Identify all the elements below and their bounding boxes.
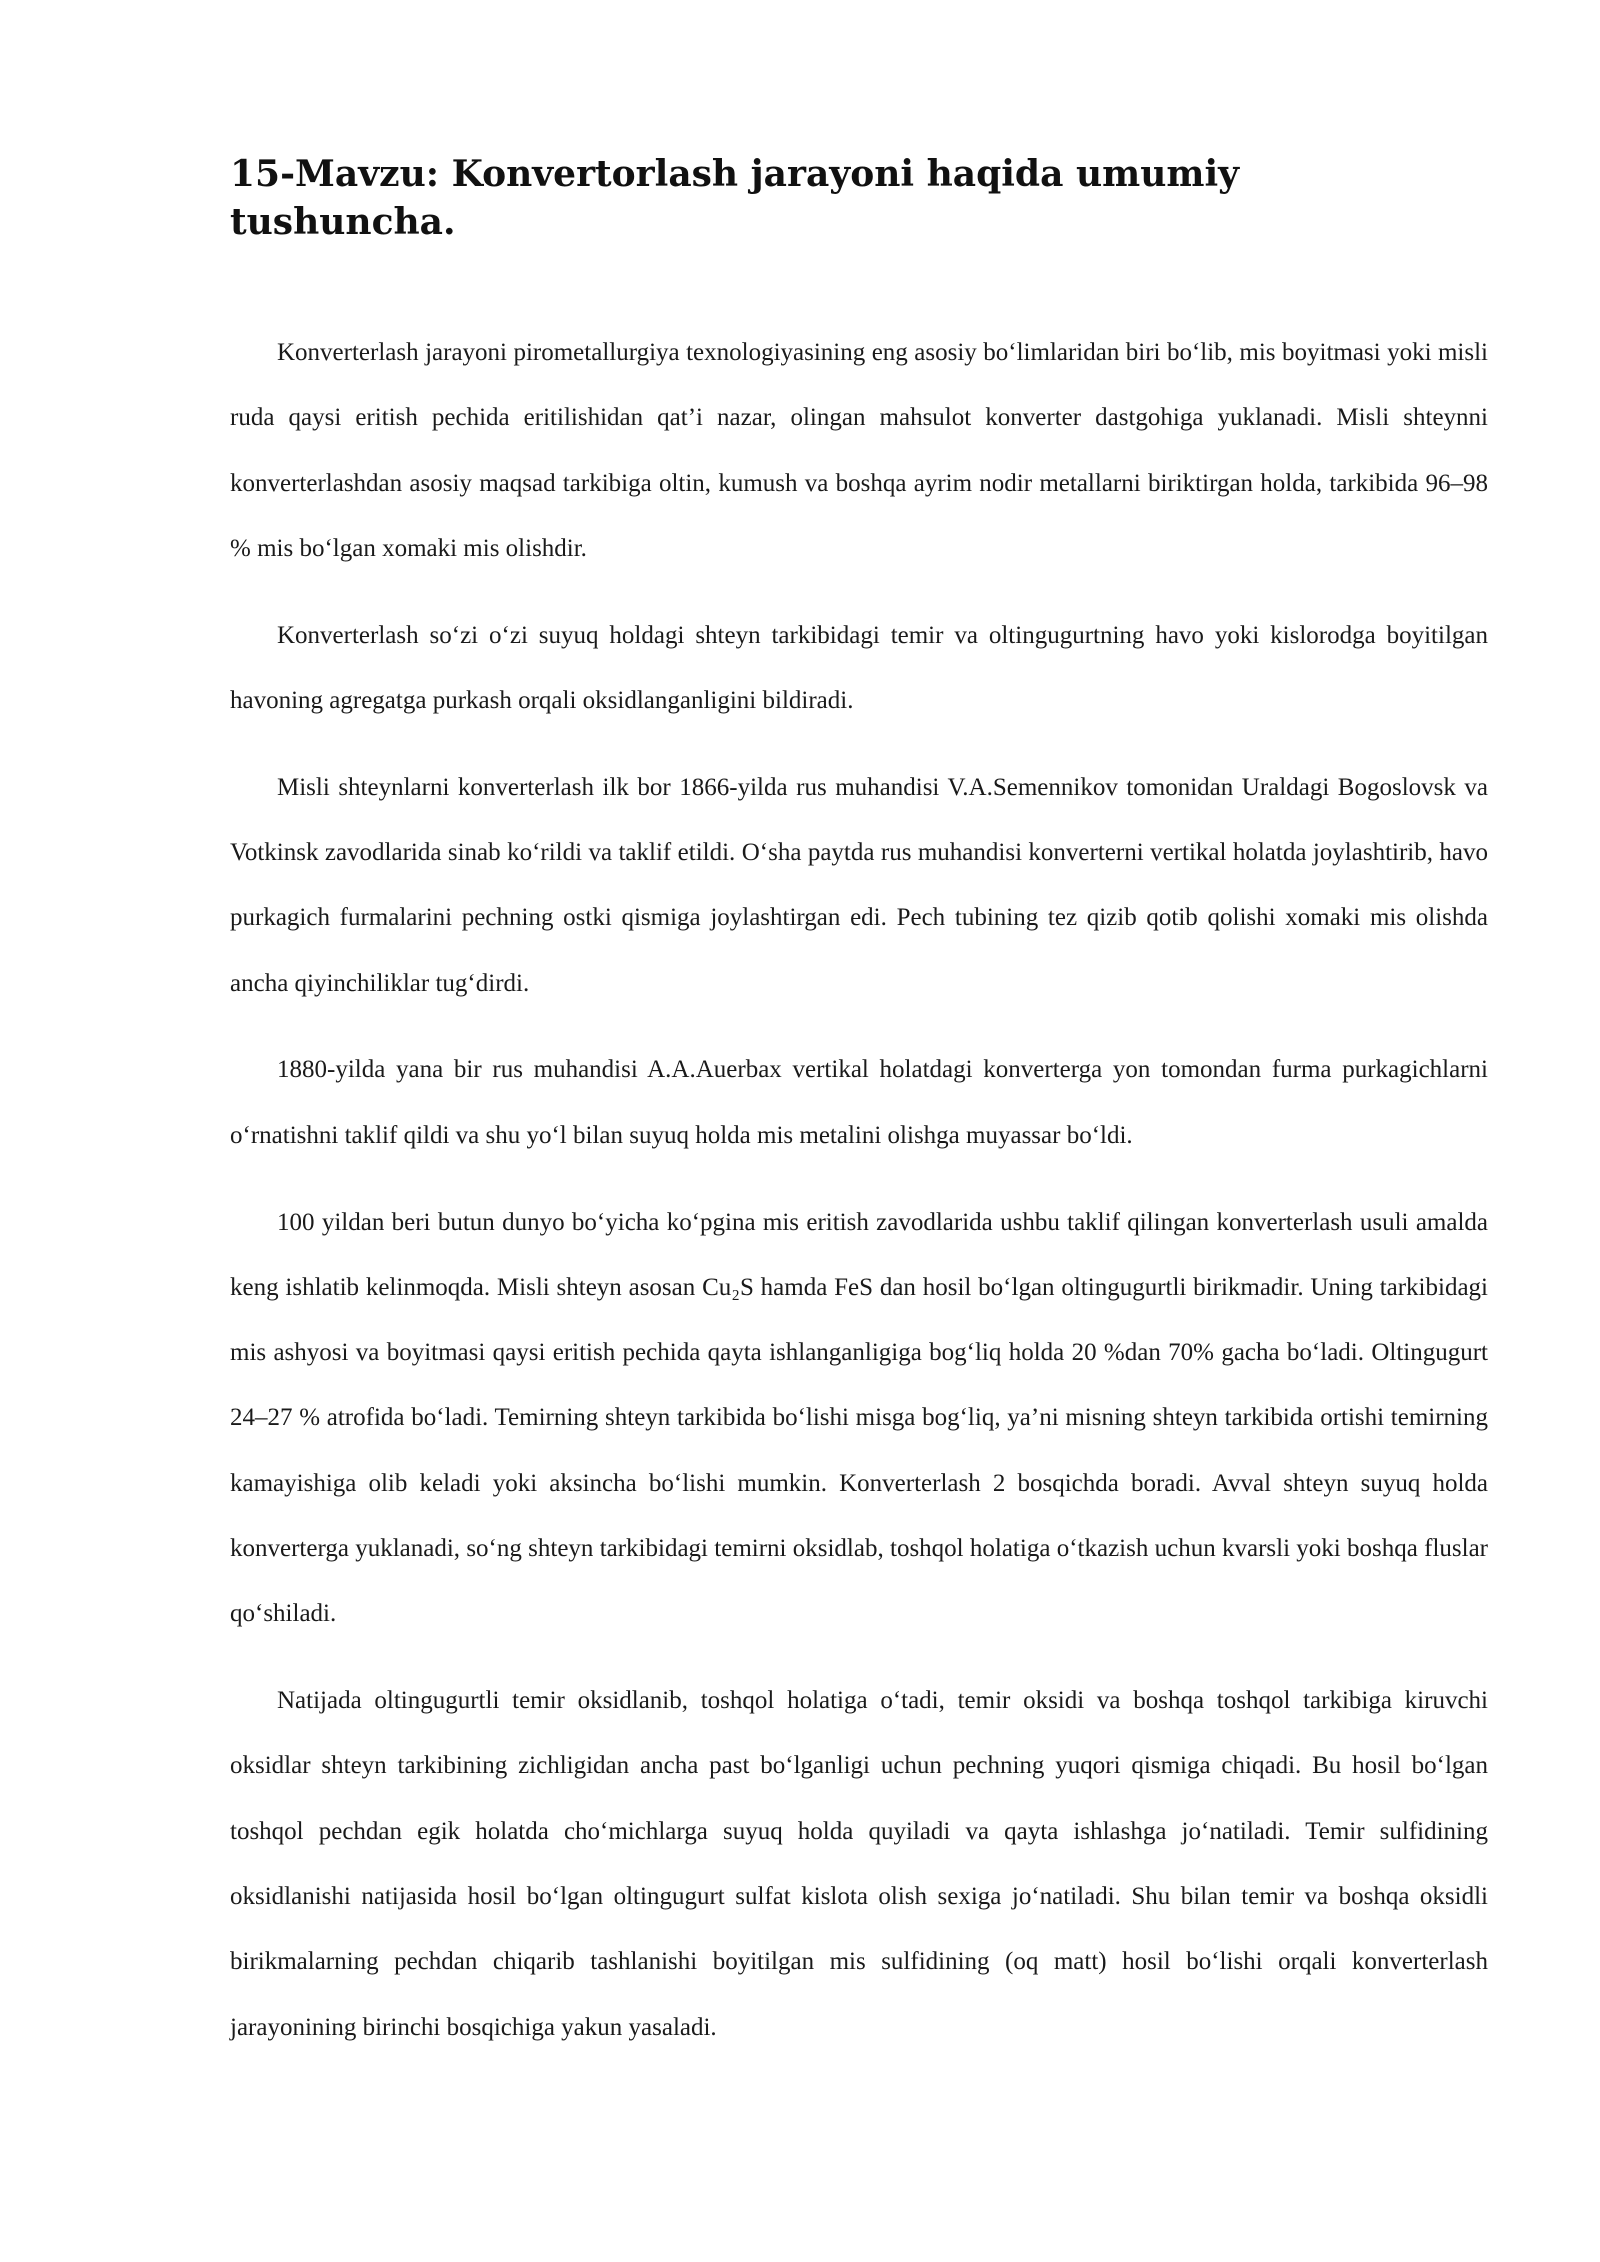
paragraph-5: 100 yildan beri butun dunyo bo‘yicha ko‘pgina mis eritish zavodlarida ushbu taklif qilingan konverterlash usuli amalda keng ishlatib kelinmoqda. Misli shteyn asosan Cu₂S hamda FeS dan hosil bo‘lgan oltingugurtli birikmadir. Uning tarkibidagi mis ashyosi va boyitmasi qaysi eritish pechida qayta ishlanganligiga bog‘liq holda 20 %dan 70% gacha bo‘ladi. Oltingugurt 24–27 % atrofida bo‘ladi. Temirning shteyn tarkibida bo‘lishi misga bog‘liq, ya’ni misning shteyn tarkibida ortishi temirning kamayishiga olib keladi yoki aksincha bo‘lishi mumkin. Konverterlash 2 bosqichda boradi. Avval shteyn suyuq holda konverterga yuklanadi, so‘ng shteyn tarkibidagi temirni oksidlab, toshqol holatiga o‘tkazish uchun kvarsli yoki boshqa fluslar qo‘shiladi. [230, 1208, 1488, 1628]
paragraph-4: 1880-yilda yana bir rus muhandisi A.A.Auerbax vertikal holatdagi konverterga yon tomondan furma purkagichlarni o‘rnatishni taklif qildi va shu yo‘l bilan suyuq holda mis metalini olishga muyassar bo‘ldi. [230, 1056, 1488, 1149]
document-body [230, 320, 1488, 2060]
paragraph-2: Konverterlash so‘zi o‘zi suyuq holdagi shteyn tarkibidagi temir va oltingugurtning havo yoki kislorodga boyitilgan havoning agregatga purkash orqali oksidlanganligini bildiradi. [230, 621, 1488, 714]
paragraph-3: Misli shteynlarni konverterlash ilk bor 1866-yilda rus muhandisi V.A.Semennikov tomonidan Uraldagi Bogoslovsk va Votkinsk zavodlarida sinab ko‘rildi va taklif etildi. O‘sha paytda rus muhandisi konverterni vertikal holatda joylashtirib, havo purkagich furmalarini pechning ostki qismiga joylashtirgan edi. Pech tubining tez qizib qotib qolishi xomaki mis olishda ancha qiyinchiliklar tug‘dirdi. [230, 773, 1488, 997]
paragraph-6: Natijada oltingugurtli temir oksidlanib, toshqol holatiga o‘tadi, temir oksidi va boshqa toshqol tarkibiga kiruvchi oksidlar shteyn tarkibining zichligidan ancha past bo‘lganligi uchun pechning yuqori qismiga chiqadi. Bu hosil bo‘lgan toshqol pechdan egik holatda cho‘michlarga suyuq holda quyiladi va qayta ishlashga jo‘natiladi. Temir sulfidining oksidlanishi natijasida hosil bo‘lgan oltingugurt sulfat kislota olish sexiga jo‘natiladi. Shu bilan temir va boshqa oksidli birikmalarning pechdan chiqarib tashlanishi boyitilgan mis sulfidining (oq matt) hosil bo‘lishi orqali konverterlash jarayonining birinchi bosqichiga yakun yasaladi. [230, 1687, 1488, 2041]
paragraph-1: Konverterlash jarayoni pirometallurgiya texnologiyasining eng asosiy bo‘limlaridan biri bo‘lib, mis boyitmasi yoki misli ruda qaysi eritish pechida eritilishidan qat’i nazar, olingan mahsulot konverter dastgohiga yuklanadi. Misli shteynni konverterlashdan asosiy maqsad tarkibiga oltin, kumush va boshqa ayrim nodir metallarni biriktirgan holda, tarkibida 96–98 % mis bo‘lgan xomaki mis olishdir. [230, 339, 1488, 562]
document-title: 15-Mavzu: Konvertorlash jarayoni haqida umumiy tushuncha. [230, 153, 1240, 243]
